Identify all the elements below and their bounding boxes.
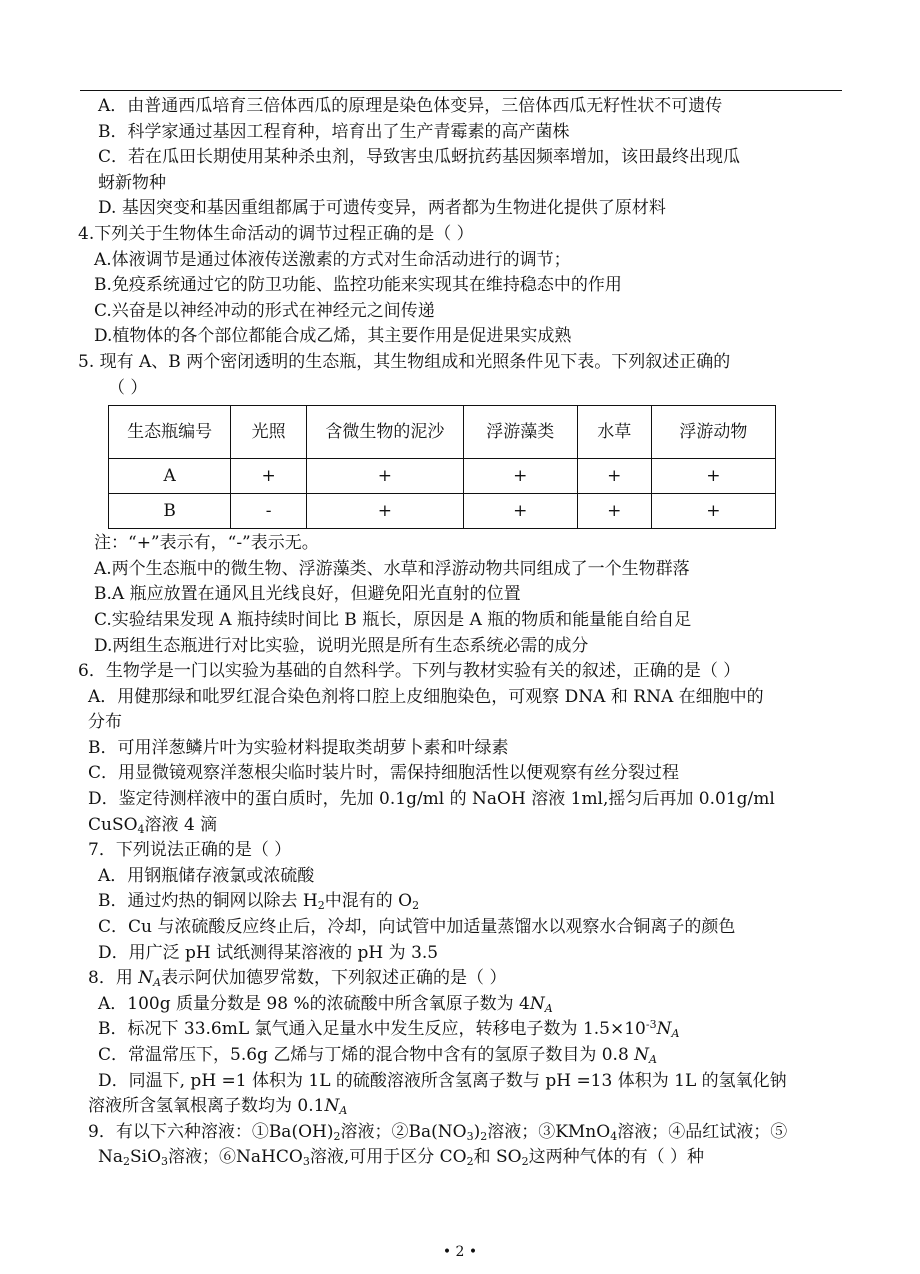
q6-option-b: B．可用洋葱鳞片叶为实验材料提取类胡萝卜素和叶绿素 xyxy=(88,737,509,758)
ecosystem-table xyxy=(108,405,776,529)
table-header-cell: 浮游藻类 xyxy=(463,406,577,459)
q8-option-d: D．同温下, pH =1 体积为 1L 的硫酸溶液所含氢离子数与 pH =13 体积为 1L 的氢氧化钠 xyxy=(98,1070,787,1091)
table-row xyxy=(109,494,776,529)
header-rule xyxy=(80,90,842,91)
q3-option-b: B．科学家通过基因工程育种，培育出了生产青霉素的高产菌株 xyxy=(98,121,570,142)
table-header-cell: 浮游动物 xyxy=(651,406,775,459)
q6-option-a: A．用健那绿和吡罗红混合染色剂将口腔上皮细胞染色，可观察 DNA 和 RNA 在细胞中的 xyxy=(88,686,764,707)
q5-stem: 5. 现有 A、B 两个密闭透明的生态瓶，其生物组成和光照条件见下表。下列叙述正确的 xyxy=(78,351,731,372)
q6-option-a-cont: 分布 xyxy=(88,712,122,733)
q9-stem-cont: $Na_2SiO_3$溶液；⑥NaHCO$_3$溶液,可用于区分 $CO_2$和 $SO_2$这两种气体的有（ ）种 xyxy=(98,1147,704,1169)
q5-option-b: B.A 瓶应放置在通风且光线良好，但避免阳光直射的位置 xyxy=(94,584,521,605)
q8-option-c: C．常温常压下，5.6g 乙烯与丁烯的混合物中含有的氢原子数目为 0.8 $N_A$ xyxy=(98,1045,657,1066)
table-cell: + xyxy=(651,459,775,494)
q4-option-a: A.体液调节是通过体液传送激素的方式对生命活动进行的调节； xyxy=(94,249,571,270)
q6-option-d-cont: CuSO$_4$溶液 4 滴 xyxy=(88,814,218,836)
table-cell: + xyxy=(577,494,651,529)
q6-option-c: C．用显微镜观察洋葱根尖临时装片时，需保持细胞活性以便观察有丝分裂过程 xyxy=(88,763,680,784)
table-cell: A xyxy=(109,459,231,494)
q3-option-a: A．由普通西瓜培育三倍体西瓜的原理是染色体变异，三倍体西瓜无籽性状不可遗传 xyxy=(98,96,723,116)
table-header-cell: 生态瓶编号 xyxy=(109,406,231,459)
table-header-cell: 含微生物的泥沙 xyxy=(307,406,464,459)
q4-option-b: B.免疫系统通过它的防卫功能、监控功能来实现其在维持稳态中的作用 xyxy=(94,275,622,296)
table-cell: + xyxy=(463,459,577,494)
table-cell: + xyxy=(463,494,577,529)
table-header-cell: 水草 xyxy=(577,406,651,459)
table-header-cell: 光照 xyxy=(231,406,307,459)
q7-option-c: C．Cu 与浓硫酸反应终止后，冷却，向试管中加适量蒸馏水以观察水合铜离子的颜色 xyxy=(98,917,736,938)
page-number: • 2 • xyxy=(442,1244,478,1260)
q8-option-b: B．标况下 33.6mL 氯气通入足量水中发生反应，转移电子数为 $1.5\times 10^{-3}N_A$ xyxy=(98,1018,680,1041)
table-row xyxy=(109,459,776,494)
q6-stem: 6．生物学是一门以实验为基础的自然科学。下列与教材实验有关的叙述，正确的是（ ） xyxy=(78,661,741,682)
q9-stem: 9．有以下六种溶液：$①Ba(OH)_2$溶液；$②Ba(NO_3)_2$溶液；③KMnO$_4$溶液；④品红试液；⑤ xyxy=(88,1121,788,1143)
q4-stem: 4.下列关于生物体生命活动的调节过程正确的是（ ） xyxy=(78,223,474,244)
q3-option-c: C．若在瓜田长期使用某种杀虫剂，导致害虫瓜蚜抗药基因频率增加，该田最终出现瓜 xyxy=(98,147,741,168)
q4-option-d: D.植物体的各个部位都能合成乙烯，其主要作用是促进果实成熟 xyxy=(94,326,572,347)
table-header-row xyxy=(109,406,776,459)
q7-option-b: B．通过灼热的铜网以除去 $H_2$中混有的 $O_2$ xyxy=(98,891,420,913)
q5-option-c: C.实验结果发现 A 瓶持续时间比 B 瓶长，原因是 A 瓶的物质和能量能自给自足 xyxy=(94,609,692,630)
q7-option-d: D．用广泛 pH 试纸测得某溶液的 pH 为 3.5 xyxy=(98,942,439,963)
q7-stem: 7．下列说法正确的是（ ） xyxy=(88,840,292,861)
q3-option-d: D. 基因突变和基因重组都属于可遗传变异，两者都为生物进化提供了原材料 xyxy=(98,198,666,219)
table-cell: + xyxy=(307,459,464,494)
table-cell: + xyxy=(307,494,464,529)
table-cell: B xyxy=(109,494,231,529)
table-cell: + xyxy=(231,459,307,494)
page-content xyxy=(78,94,848,1171)
q3-option-c-cont: 蚜新物种 xyxy=(98,172,166,193)
q5-option-a: A.两个生态瓶中的微生物、浮游藻类、水草和浮游动物共同组成了一个生物群落 xyxy=(94,558,690,579)
q5-stem-blank: （ ） xyxy=(108,377,148,398)
q8-stem: 8．用 $N_A$表示阿伏加德罗常数，下列叙述正确的是（ ） xyxy=(88,968,507,990)
table-cell: + xyxy=(651,494,775,529)
q5-option-d: D.两组生态瓶进行对比实验，说明光照是所有生态系统必需的成分 xyxy=(94,635,589,656)
q6-option-d: D．鉴定待测样液中的蛋白质时，先加 0.1g/ml 的 NaOH 溶液 1ml,摇匀后再加 0.01g/ml xyxy=(88,789,775,810)
table-cell: - xyxy=(231,494,307,529)
q7-option-a: A．用钢瓶储存液氯或浓硫酸 xyxy=(98,865,315,886)
table-cell: + xyxy=(577,459,651,494)
q8-option-a: A．100g 质量分数是 98 %的浓硫酸中所含氧原子数为 $4N_A$ xyxy=(98,993,553,1015)
q5-note: 注：“+”表示有，“-”表示无。 xyxy=(94,533,319,554)
q8-option-d-cont: 溶液所含氢氧根离子数均为 $0.1N_A$ xyxy=(88,1096,348,1118)
q4-option-c: C.兴奋是以神经冲动的形式在神经元之间传递 xyxy=(94,300,435,321)
